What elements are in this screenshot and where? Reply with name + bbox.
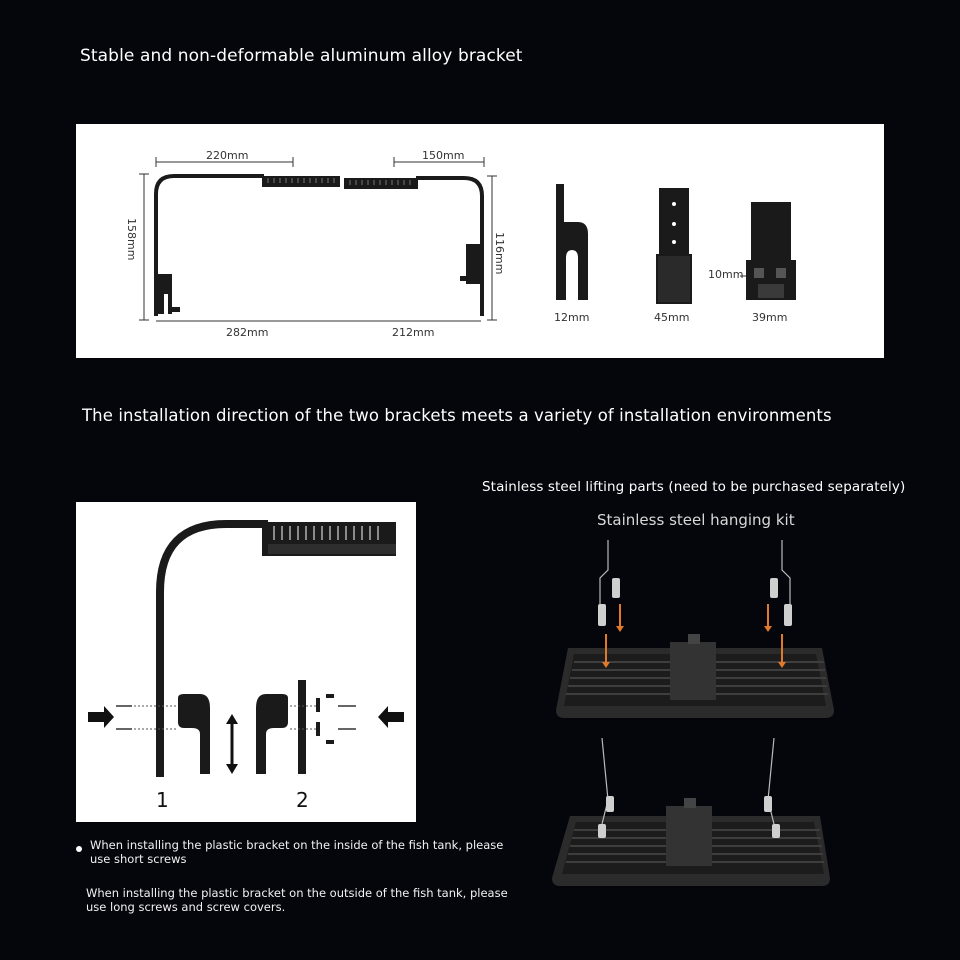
- installation-diagram: [76, 502, 416, 822]
- bracket-arm: [160, 524, 268, 777]
- dim-part2-width: 45mm: [654, 311, 690, 324]
- arrow-left-icon: [378, 706, 404, 728]
- note-outside-install: When installing the plastic bracket on the outside of the fish tank, please use long screws and screw covers.: [86, 886, 508, 914]
- lifting-parts-title: Stainless steel lifting parts (need to be purchased separately): [482, 479, 906, 495]
- dim-bottom-right: 212mm: [392, 326, 435, 339]
- bracket-section-title: Stable and non-deformable aluminum alloy bracket: [80, 46, 523, 66]
- dim-height-right: 116mm: [493, 232, 506, 275]
- note-bullet: [76, 846, 82, 852]
- bracket-arm-outline: [156, 176, 482, 316]
- note-inside-install: When installing the plastic bracket on the inside of the fish tank, please use short screws: [90, 838, 504, 866]
- hanging-kit-illustration: [540, 534, 850, 900]
- label-one: 1: [156, 788, 169, 812]
- bracket-dimension-drawing: [76, 124, 884, 358]
- installation-section-title: The installation direction of the two brackets meets a variety of installation environments: [82, 406, 832, 425]
- installation-panel: [76, 502, 416, 822]
- bracket-part-12mm: [556, 184, 588, 300]
- dim-top-left: 220mm: [206, 149, 249, 162]
- hanging-kit-label: Stainless steel hanging kit: [597, 511, 795, 529]
- plastic-clip-inside: [178, 694, 210, 774]
- light-fixture-assembled: [552, 738, 830, 886]
- dim-part3-gap: 10mm: [708, 268, 744, 281]
- dim-bottom-left: 282mm: [226, 326, 269, 339]
- bracket-part-45mm: [656, 188, 692, 304]
- up-down-arrow-icon: [226, 714, 238, 774]
- dim-top-right: 150mm: [422, 149, 465, 162]
- label-two: 2: [296, 788, 309, 812]
- bracket-part-39mm: [740, 202, 796, 300]
- light-fixture-exploded: [556, 540, 834, 718]
- dim-part1-width: 12mm: [554, 311, 590, 324]
- dim-part3-width: 39mm: [752, 311, 788, 324]
- dim-height-left: 158mm: [125, 218, 138, 261]
- arrow-right-icon: [88, 706, 114, 728]
- dimension-panel: [76, 124, 884, 358]
- plastic-clip-outside: [256, 694, 288, 774]
- tank-wall: [298, 680, 306, 774]
